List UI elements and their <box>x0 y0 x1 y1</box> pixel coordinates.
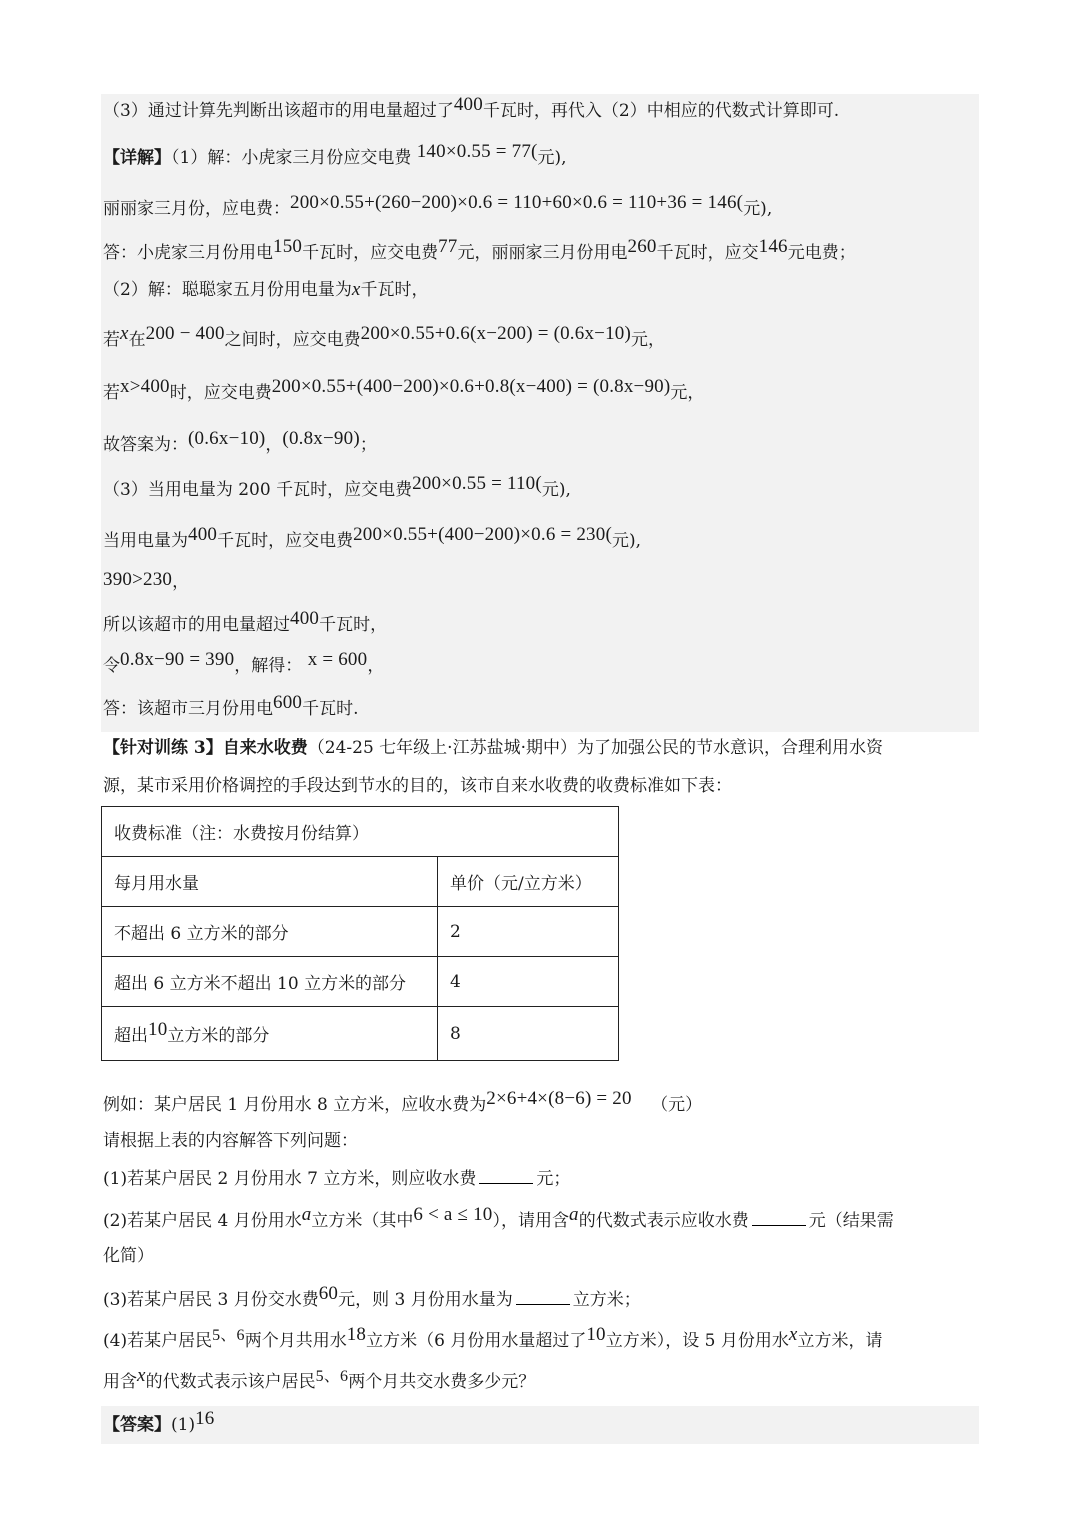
problem-line-2: 源，某市采用价格调控的手段达到节水的目的，该市自来水收费的收费标准如下表： <box>103 776 732 796</box>
solution-line-14: 答：该超市三月份用电600千瓦时. <box>103 692 359 719</box>
answer-line: 【答案】(1)16 <box>103 1408 215 1435</box>
solution-line-4: 答：小虎家三月份用电150千瓦时，应交电费77元，丽丽家三月份用电260千瓦时，应交146元电费； <box>103 236 856 263</box>
answer-shaded-block <box>101 1406 979 1444</box>
question-4: (4)若某户居民5、6两个月共用水18立方米（6 月份用水量超过了10立方米），设 5 月份用水x立方米，请 <box>103 1324 883 1351</box>
detail-tag: 【详解】 <box>103 148 171 168</box>
answer-blank <box>752 1208 806 1226</box>
solution-line-6: 若x在200 − 400之间时，应交电费200×0.55+0.6(x−200) = (0.6x−10)元， <box>103 323 665 350</box>
solution-line-7: 若x>400时，应交电费200×0.55+(400−200)×0.6+0.8(x−400) = (0.8x−90)元， <box>103 376 705 403</box>
problem-line-1: 【针对训练 3】自来水收费（24-25 七年级上·江苏盐城·期中）为了加强公民的节水意识，合理利用水资 <box>103 738 883 758</box>
table-cell: 超出 6 立方米不超出 10 立方米的部分 <box>102 957 438 1007</box>
solution-line-5: （2）解：聪聪家五月份用电量为x千瓦时， <box>103 279 429 300</box>
solution-line-11: 390>230， <box>103 569 190 592</box>
solution-line-3: 丽丽家三月份，应电费：200×0.55+(260−200)×0.6 = 110+60×0.6 = 110+36 = 146(元), <box>103 192 773 219</box>
solution-line-10: 当用电量为400千瓦时，应交电费200×0.55+(400−200)×0.6 = 230(元), <box>103 524 642 551</box>
question-3: (3)若某户居民 3 月份交水费60元，则 3 月份用水量为 立方米； <box>103 1283 641 1310</box>
solution-line-12: 所以该超市的用电量超过400千瓦时， <box>103 608 388 635</box>
table-cell: 2 <box>438 907 619 957</box>
solution-line-8: 故答案为：(0.6x−10)，(0.8x−90)； <box>103 428 377 455</box>
table-row <box>102 1007 619 1061</box>
question-2: (2)若某户居民 4 月份用水a立方米（其中6 < a ≤ 10），请用含a的代数式表示应收水费 元（结果需 <box>103 1204 894 1231</box>
solution-line-13: 令0.8x−90 = 390，解得： x = 600， <box>103 649 385 676</box>
table-cell: 不超出 6 立方米的部分 <box>102 907 438 957</box>
answer-tag: 【答案】 <box>103 1415 171 1435</box>
table-cell: 8 <box>438 1007 619 1061</box>
question-4-cont: 用含x的代数式表示该户居民5、6两个月共交水费多少元？ <box>103 1365 536 1392</box>
water-fee-table <box>101 806 619 1061</box>
table-row <box>102 807 619 857</box>
table-row <box>102 857 619 907</box>
table-col-header: 每月用水量 <box>102 857 438 907</box>
question-1: (1)若某户居民 2 月份用水 7 立方米，则应收水费 元； <box>103 1166 570 1191</box>
solution-line-1: （3）通过计算先判断出该超市的用电量超过了400千瓦时，再代入（2）中相应的代数式计算即可. <box>103 94 840 121</box>
solution-line-2: 【详解】（1）解：小虎家三月份应交电费 140×0.55 = 77(元), <box>103 141 567 168</box>
table-cell: 超出10立方米的部分 <box>102 1007 438 1061</box>
question-2-cont: 化简） <box>103 1246 154 1266</box>
practice-tag: 【针对训练 3】自来水收费 <box>103 738 308 758</box>
table-row <box>102 957 619 1007</box>
table-row <box>102 907 619 957</box>
table-col-header: 单价（元/立方米） <box>438 857 619 907</box>
answer-blank <box>479 1166 533 1184</box>
example-line: 例如：某户居民 1 月份用水 8 立方米，应收水费为2×6+4×(8−6) = 20 （元） <box>103 1088 703 1115</box>
prompt-line: 请根据上表的内容解答下列问题： <box>103 1131 358 1151</box>
solution-line-9: （3）当用电量为 200 千瓦时，应交电费200×0.55 = 110(元), <box>103 473 571 500</box>
table-header: 收费标准（注：水费按月份结算） <box>102 807 619 857</box>
table-cell: 4 <box>438 957 619 1007</box>
answer-blank <box>516 1287 570 1305</box>
